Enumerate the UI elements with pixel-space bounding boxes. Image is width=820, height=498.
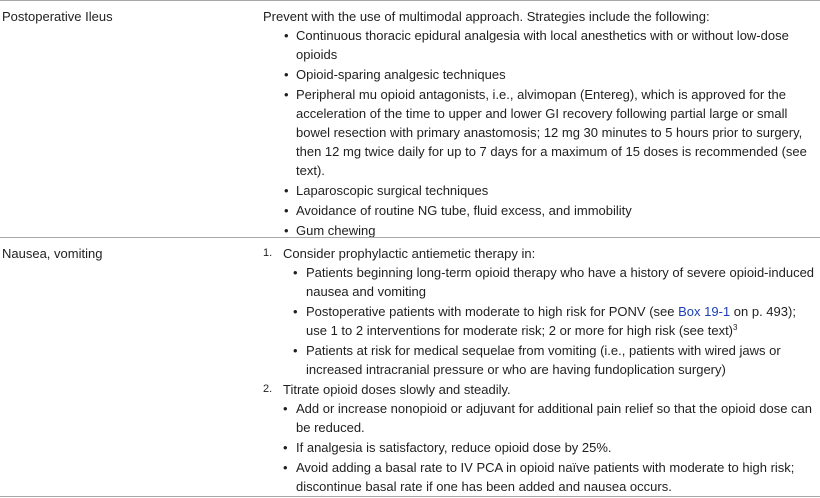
table-row: [0, 237, 820, 497]
bullet-list: [283, 399, 820, 496]
list-item: • Avoid adding a basal rate to IV PCA in opioid naïve patients with moderate to high risk; discontinue basal rate if one has been added and nausea occurs.: [296, 458, 820, 496]
row-content: [263, 1, 820, 240]
item-text-post: on p. 493); use 1 to 2 interventions for moderate risk; 2 or more for high risk (see text): [306, 304, 796, 338]
item-number: 2.: [263, 383, 273, 395]
list-item: • Gum chewing: [296, 221, 820, 240]
list-item: • Add or increase nonopioid or adjuvant for additional pain relief so that the opioid dose can be reduced.: [296, 399, 820, 437]
list-item: [306, 302, 820, 340]
list-item: • Avoidance of routine NG tube, fluid excess, and immobility: [296, 201, 820, 220]
item-text-pre: Postoperative patients with moderate to high risk for PONV (see: [306, 304, 679, 319]
item-number: 1.: [263, 247, 273, 259]
numbered-list: [263, 244, 820, 496]
table-row: [0, 0, 820, 237]
list-item: • Patients at risk for medical sequelae from vomiting (i.e., patients with wired jaws or increased intracranial pressure or who are having fundoplication surgery): [306, 341, 820, 379]
box-19-1-link[interactable]: Box 19-1: [678, 304, 731, 319]
bullet-list: [283, 263, 820, 379]
row-content: [263, 238, 820, 496]
list-item: • Opioid-sparing analgesic techniques: [296, 65, 820, 84]
list-item: • Continuous thoracic epidural analgesia with local anesthetics with or without low-dose opioids: [296, 26, 820, 64]
item-text: Titrate opioid doses slowly and steadily.: [283, 382, 511, 397]
list-item: • Laparoscopic surgical techniques: [296, 181, 820, 200]
row-label: Nausea, vomiting: [2, 246, 103, 261]
list-item: • Peripheral mu opioid antagonists, i.e., alvimopan (Entereg), which is approved for the acceleration of the time to upper and lower GI recovery following partial large or small bowel resection with primary anastomosis; 12 mg 30 minutes to 5 hours prior to surgery, then 12 mg twice daily for up to 7 days for a maximum of 15 doses is recommended (see text).: [296, 85, 820, 180]
row-intro: Prevent with the use of multimodal approach. Strategies include the following:: [263, 9, 710, 24]
footnote-marker: 3: [733, 323, 738, 332]
list-item: • If analgesia is satisfactory, reduce opioid dose by 25%.: [296, 438, 820, 457]
bullet-list: [263, 26, 820, 240]
item-text: Consider prophylactic antiemetic therapy in:: [283, 246, 536, 261]
row-label: Postoperative Ileus: [2, 9, 113, 24]
numbered-item: [263, 380, 820, 496]
numbered-item: [263, 244, 820, 379]
list-item: • Patients beginning long-term opioid therapy who have a history of severe opioid-induced nausea and vomiting: [306, 263, 820, 301]
